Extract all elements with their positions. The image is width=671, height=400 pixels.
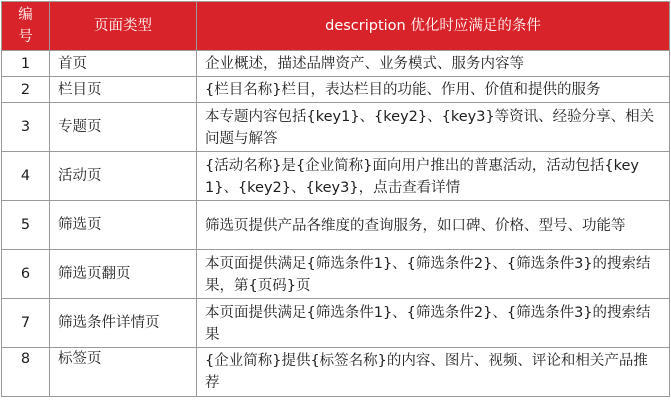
row-number: 1 [2, 51, 50, 77]
row-description: {企业简称}提供{标签名称}的内容、图片、视频、评论和相关产品推荐 [197, 348, 670, 397]
row-number: 6 [2, 250, 50, 299]
page-types-table [1, 1, 670, 397]
row-description: 本专题内容包括{key1}、{key2}、{key3}等资讯、经验分享、相关问题与解答 [197, 103, 670, 152]
row-description: 本页面提供满足{筛选条件1}、{筛选条件2}、{筛选条件3}的搜索结果 [197, 299, 670, 348]
row-number: 4 [2, 152, 50, 201]
header-number-line1: 编 [18, 7, 33, 23]
row-page-type: 筛选页 [50, 201, 197, 250]
row-description: {栏目名称}栏目，表达栏目的功能、作用、价值和提供的服务 [197, 77, 670, 103]
row-number: 7 [2, 299, 50, 348]
table-header-row [2, 2, 670, 51]
table-row [2, 103, 670, 152]
row-page-type: 首页 [50, 51, 197, 77]
header-number [2, 2, 50, 51]
header-number-line2: 号 [18, 29, 33, 45]
row-number: 2 [2, 77, 50, 103]
row-page-type: 专题页 [50, 103, 197, 152]
row-page-type: 筛选条件详情页 [50, 299, 197, 348]
row-page-type: 栏目页 [50, 77, 197, 103]
table-row [2, 152, 670, 201]
table-row [2, 299, 670, 348]
row-description: 本页面提供满足{筛选条件1}、{筛选条件2}、{筛选条件3}的搜索结果，第{页码}页 [197, 250, 670, 299]
table-row [2, 201, 670, 250]
header-description: description 优化时应满足的条件 [197, 2, 670, 51]
table-row [2, 77, 670, 103]
row-description: {活动名称}是{企业简称}面向用户推出的普惠活动，活动包括{key1}、{key2}、{key3}，点击查看详情 [197, 152, 670, 201]
row-page-type: 标签页 [50, 348, 197, 397]
row-page-type: 活动页 [50, 152, 197, 201]
table-row [2, 51, 670, 77]
row-number: 5 [2, 201, 50, 250]
row-description: 筛选页提供产品各维度的查询服务，如口碑、价格、型号、功能等 [197, 201, 670, 250]
header-page-type: 页面类型 [50, 2, 197, 51]
row-page-type: 筛选页翻页 [50, 250, 197, 299]
row-number: 3 [2, 103, 50, 152]
row-number: 8 [2, 348, 50, 397]
table-row [2, 348, 670, 397]
table-row [2, 250, 670, 299]
row-description: 企业概述，描述品牌资产、业务模式、服务内容等 [197, 51, 670, 77]
